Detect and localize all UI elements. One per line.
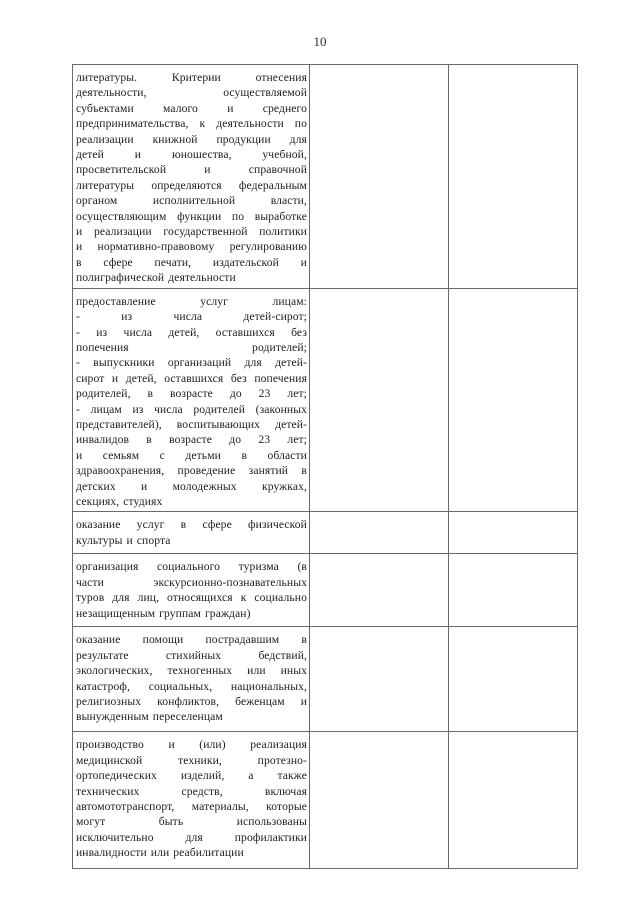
- table-row: [73, 512, 578, 554]
- text-line: технических средств, включая: [76, 784, 307, 798]
- activity-text: [73, 732, 309, 862]
- empty-cell: [449, 65, 578, 289]
- text-line: экологических, техногенных или иных: [76, 664, 307, 678]
- text-line: субъектами малого и среднего: [76, 101, 307, 115]
- empty-cell: [310, 627, 449, 732]
- empty-cell: [310, 554, 449, 627]
- text-line: деятельности, осуществляемой: [76, 86, 307, 100]
- text-line: полиграфической деятельности: [76, 271, 236, 285]
- activity-description-cell: [73, 554, 310, 627]
- text-line: организация социального туризма (в: [76, 560, 307, 574]
- table-row: [73, 288, 578, 512]
- activity-description-cell: [73, 65, 310, 289]
- text-line: части экскурсионно-познавательных: [76, 575, 307, 589]
- activity-description-cell: [73, 512, 310, 554]
- empty-cell: [310, 732, 449, 869]
- text-line: - из числа детей, оставшихся без: [76, 325, 307, 339]
- empty-cell: [310, 512, 449, 554]
- activity-text: [73, 512, 309, 550]
- text-line: литературы определяются федеральным: [76, 178, 307, 192]
- page-number: 10: [313, 34, 327, 49]
- table-row: [73, 732, 578, 869]
- text-line: представителей), воспитывающих детей-: [76, 417, 307, 431]
- empty-cell: [449, 627, 578, 732]
- text-line: инвалидов в возрасте до 23 лет;: [76, 433, 307, 447]
- text-line: родителей, в возрасте до 23 лет;: [76, 387, 307, 401]
- activity-description-cell: [73, 732, 310, 869]
- text-line: осуществляющим функции по выработке: [76, 209, 307, 223]
- text-line: сирот и детей, оставшихся без попечения: [76, 371, 307, 385]
- text-line: органом исполнительной власти,: [76, 194, 307, 208]
- text-line: в сфере печати, издательской и: [76, 255, 307, 269]
- text-line: - выпускники организаций для детей-: [76, 356, 307, 370]
- text-line: ортопедических изделий, а также: [76, 769, 307, 783]
- activity-description-cell: [73, 288, 310, 512]
- text-line: и семьям с детьми в области: [76, 448, 307, 462]
- activity-text: [73, 289, 309, 512]
- text-line: культуры и спорта: [76, 533, 171, 547]
- table-row: [73, 627, 578, 732]
- text-line: и реализации государственной политики: [76, 225, 307, 239]
- text-line: инвалидности или реабилитации: [76, 846, 244, 860]
- activity-table: [72, 64, 578, 869]
- text-line: вынужденным переселенцам: [76, 710, 223, 724]
- table-row: [73, 554, 578, 627]
- text-line: автомототранспорт, материалы, которые: [76, 800, 307, 813]
- empty-cell: [449, 288, 578, 512]
- text-line: незащищенным группам граждан): [76, 606, 251, 620]
- text-line: медицинской техники, протезно-: [76, 753, 307, 767]
- empty-cell: [449, 732, 578, 869]
- text-line: здравоохранения, проведение занятий в: [76, 464, 307, 478]
- text-line: производство и (или) реализация: [76, 738, 307, 752]
- text-line: туров для лиц, относящихся к социально: [76, 591, 307, 605]
- text-line: секциях, студиях: [76, 494, 163, 508]
- text-line: детских и молодежных кружках,: [76, 479, 307, 493]
- text-line: и нормативно-правовому регулированию: [76, 240, 307, 254]
- empty-cell: [310, 288, 449, 512]
- empty-cell: [449, 512, 578, 554]
- text-line: предоставление услуг лицам:: [76, 294, 307, 308]
- text-line: просветительской и справочной: [76, 163, 307, 177]
- empty-cell: [449, 554, 578, 627]
- text-line: оказание помощи пострадавшим в: [76, 633, 307, 647]
- text-line: могут быть использованы: [76, 815, 307, 829]
- activity-text: [73, 554, 309, 623]
- text-line: оказание услуг в сфере физической: [76, 518, 307, 532]
- text-line: - лицам из числа родителей (законных: [76, 402, 307, 416]
- text-line: исключительно для профилактики: [76, 830, 307, 844]
- activity-text: [73, 627, 309, 726]
- table-row: [73, 65, 578, 289]
- empty-cell: [310, 65, 449, 289]
- text-line: детей и юношества, учебной,: [76, 148, 307, 162]
- text-line: катастроф, социальных, национальных,: [76, 679, 307, 693]
- text-line: - из числа детей-сирот;: [76, 310, 307, 324]
- text-line: предпринимательства, к деятельности по: [76, 117, 307, 131]
- text-line: реализации книжной продукции для: [76, 132, 307, 146]
- text-line: результате стихийных бедствий,: [76, 648, 307, 662]
- activity-description-cell: [73, 627, 310, 732]
- text-line: литературы. Критерии отнесения: [76, 71, 307, 84]
- activity-text: [73, 65, 309, 288]
- text-line: попечения родителей;: [76, 340, 307, 354]
- text-line: религиозных конфликтов, беженцам и: [76, 695, 307, 708]
